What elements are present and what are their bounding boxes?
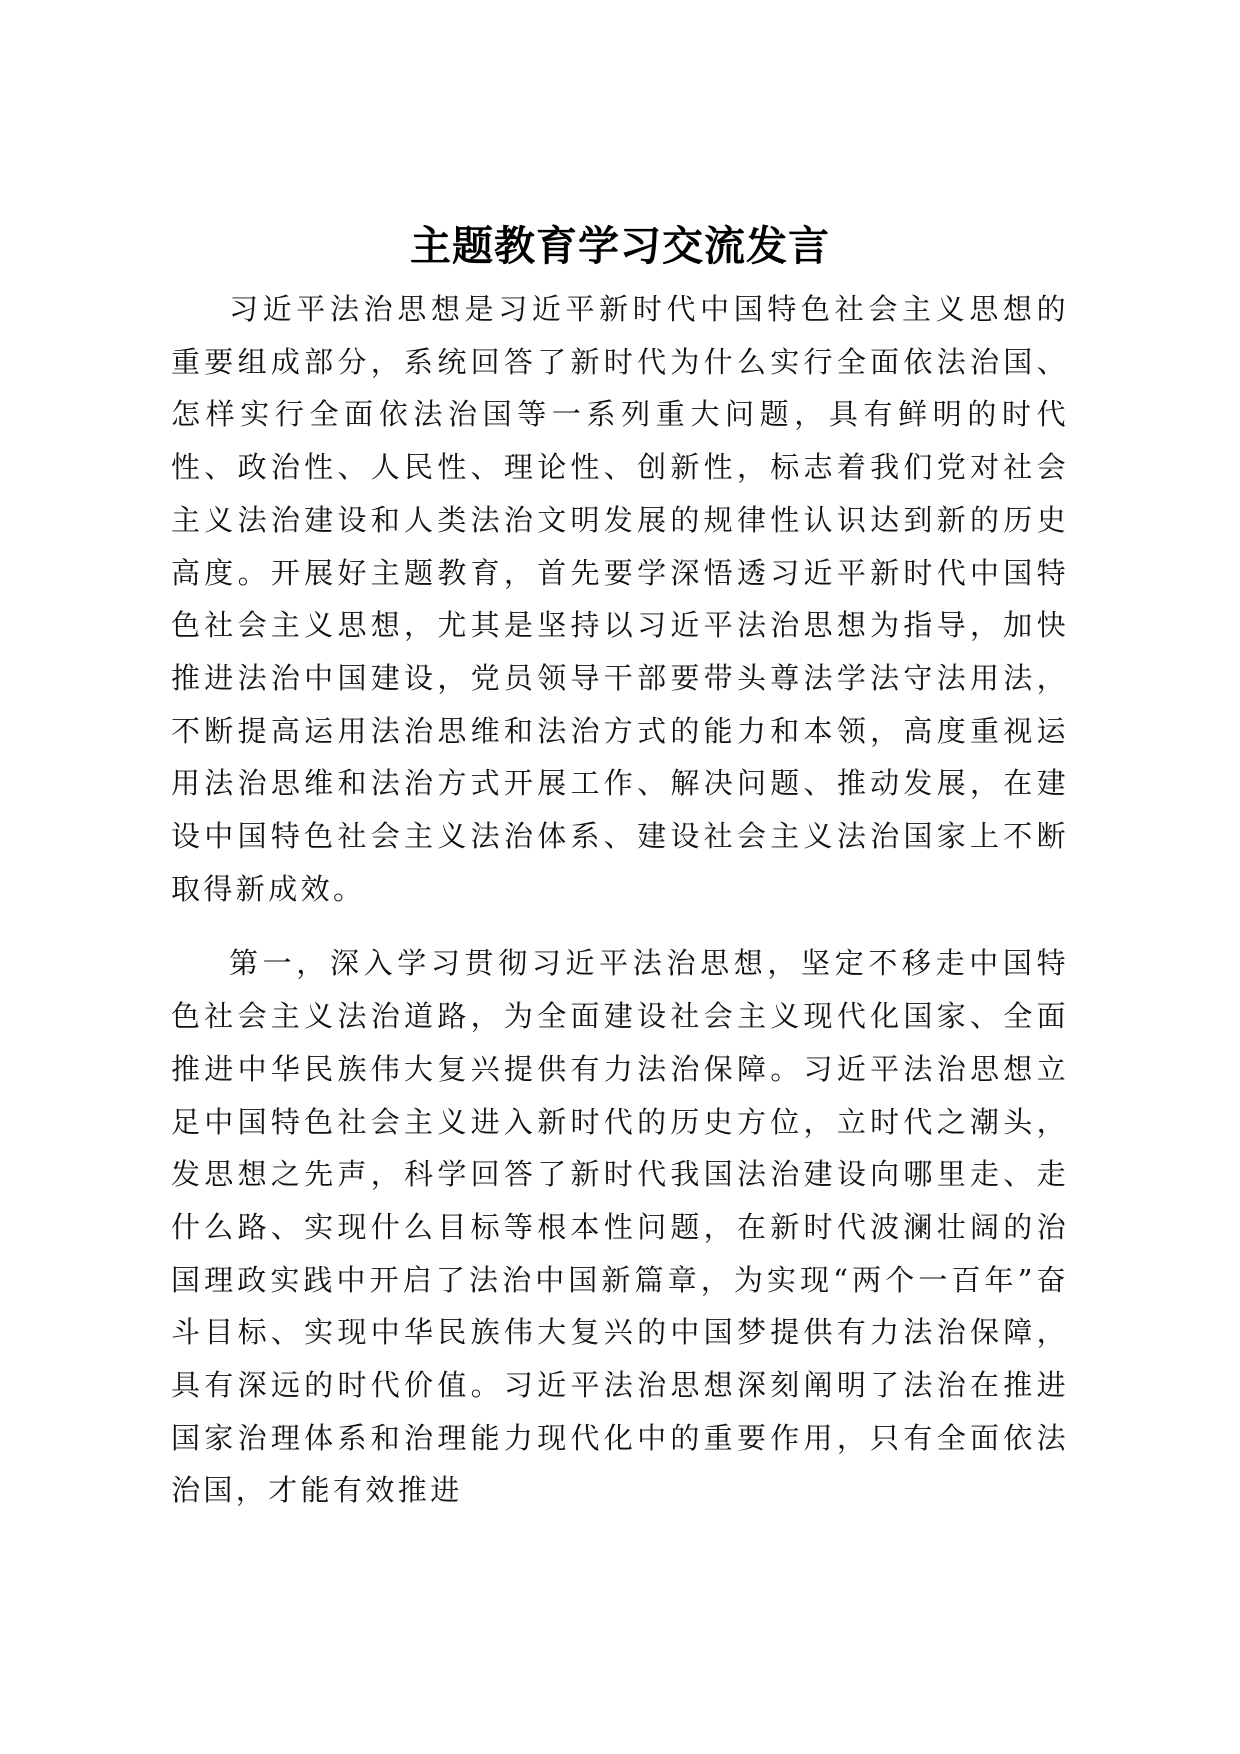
document-title: 主题教育学习交流发言 [410,222,830,270]
body-paragraph-1: 习近平法治思想是习近平新时代中国特色社会主义思想的重要组成部分，系统回答了新时代为什么实行全面依法治国、怎样实行全面依法治国等一系列重大问题，具有鲜明的时代性、政治性、人民性、理论性、创新性，标志着我们党对社会主义法治建设和人类法治文明发展的规律性认识达到新的历史高度。开展好主题教育，首先要学深悟透习近平新时代中国特色社会主义思想，尤其是坚持以习近平法治思想为指导，加快推进法治中国建设，党员领导干部要带头尊法学法守法用法，不断提高运用法治思维和法治方式的能力和本领，高度重视运用法治思维和法治方式开展工作、解决问题、推动发展，在建设中国特色社会主义法治体系、建设社会主义法治国家上不断取得新成效。 [171,292,1069,906]
body-paragraph-2: 第一，深入学习贯彻习近平法治思想，坚定不移走中国特色社会主义法治道路，为全面建设社会主义现代化国家、全面推进中华民族伟大复兴提供有力法治保障。习近平法治思想立足中国特色社会主义进入新时代的历史方位，立时代之潮头，发思想之先声，科学回答了新时代我国法治建设向哪里走、走什么路、实现什么目标等根本性问题，在新时代波澜壮阔的治国理政实践中开启了法治中国新篇章，为实现“两个一百年”奋斗目标、实现中华民族伟大复兴的中国梦提供有力法治保障，具有深远的时代价值。习近平法治思想深刻阐明了法治在推进国家治理体系和治理能力现代化中的重要作用，只有全面依法治国，才能有效推进 [171,946,1069,1508]
document-body [171,283,1069,1517]
